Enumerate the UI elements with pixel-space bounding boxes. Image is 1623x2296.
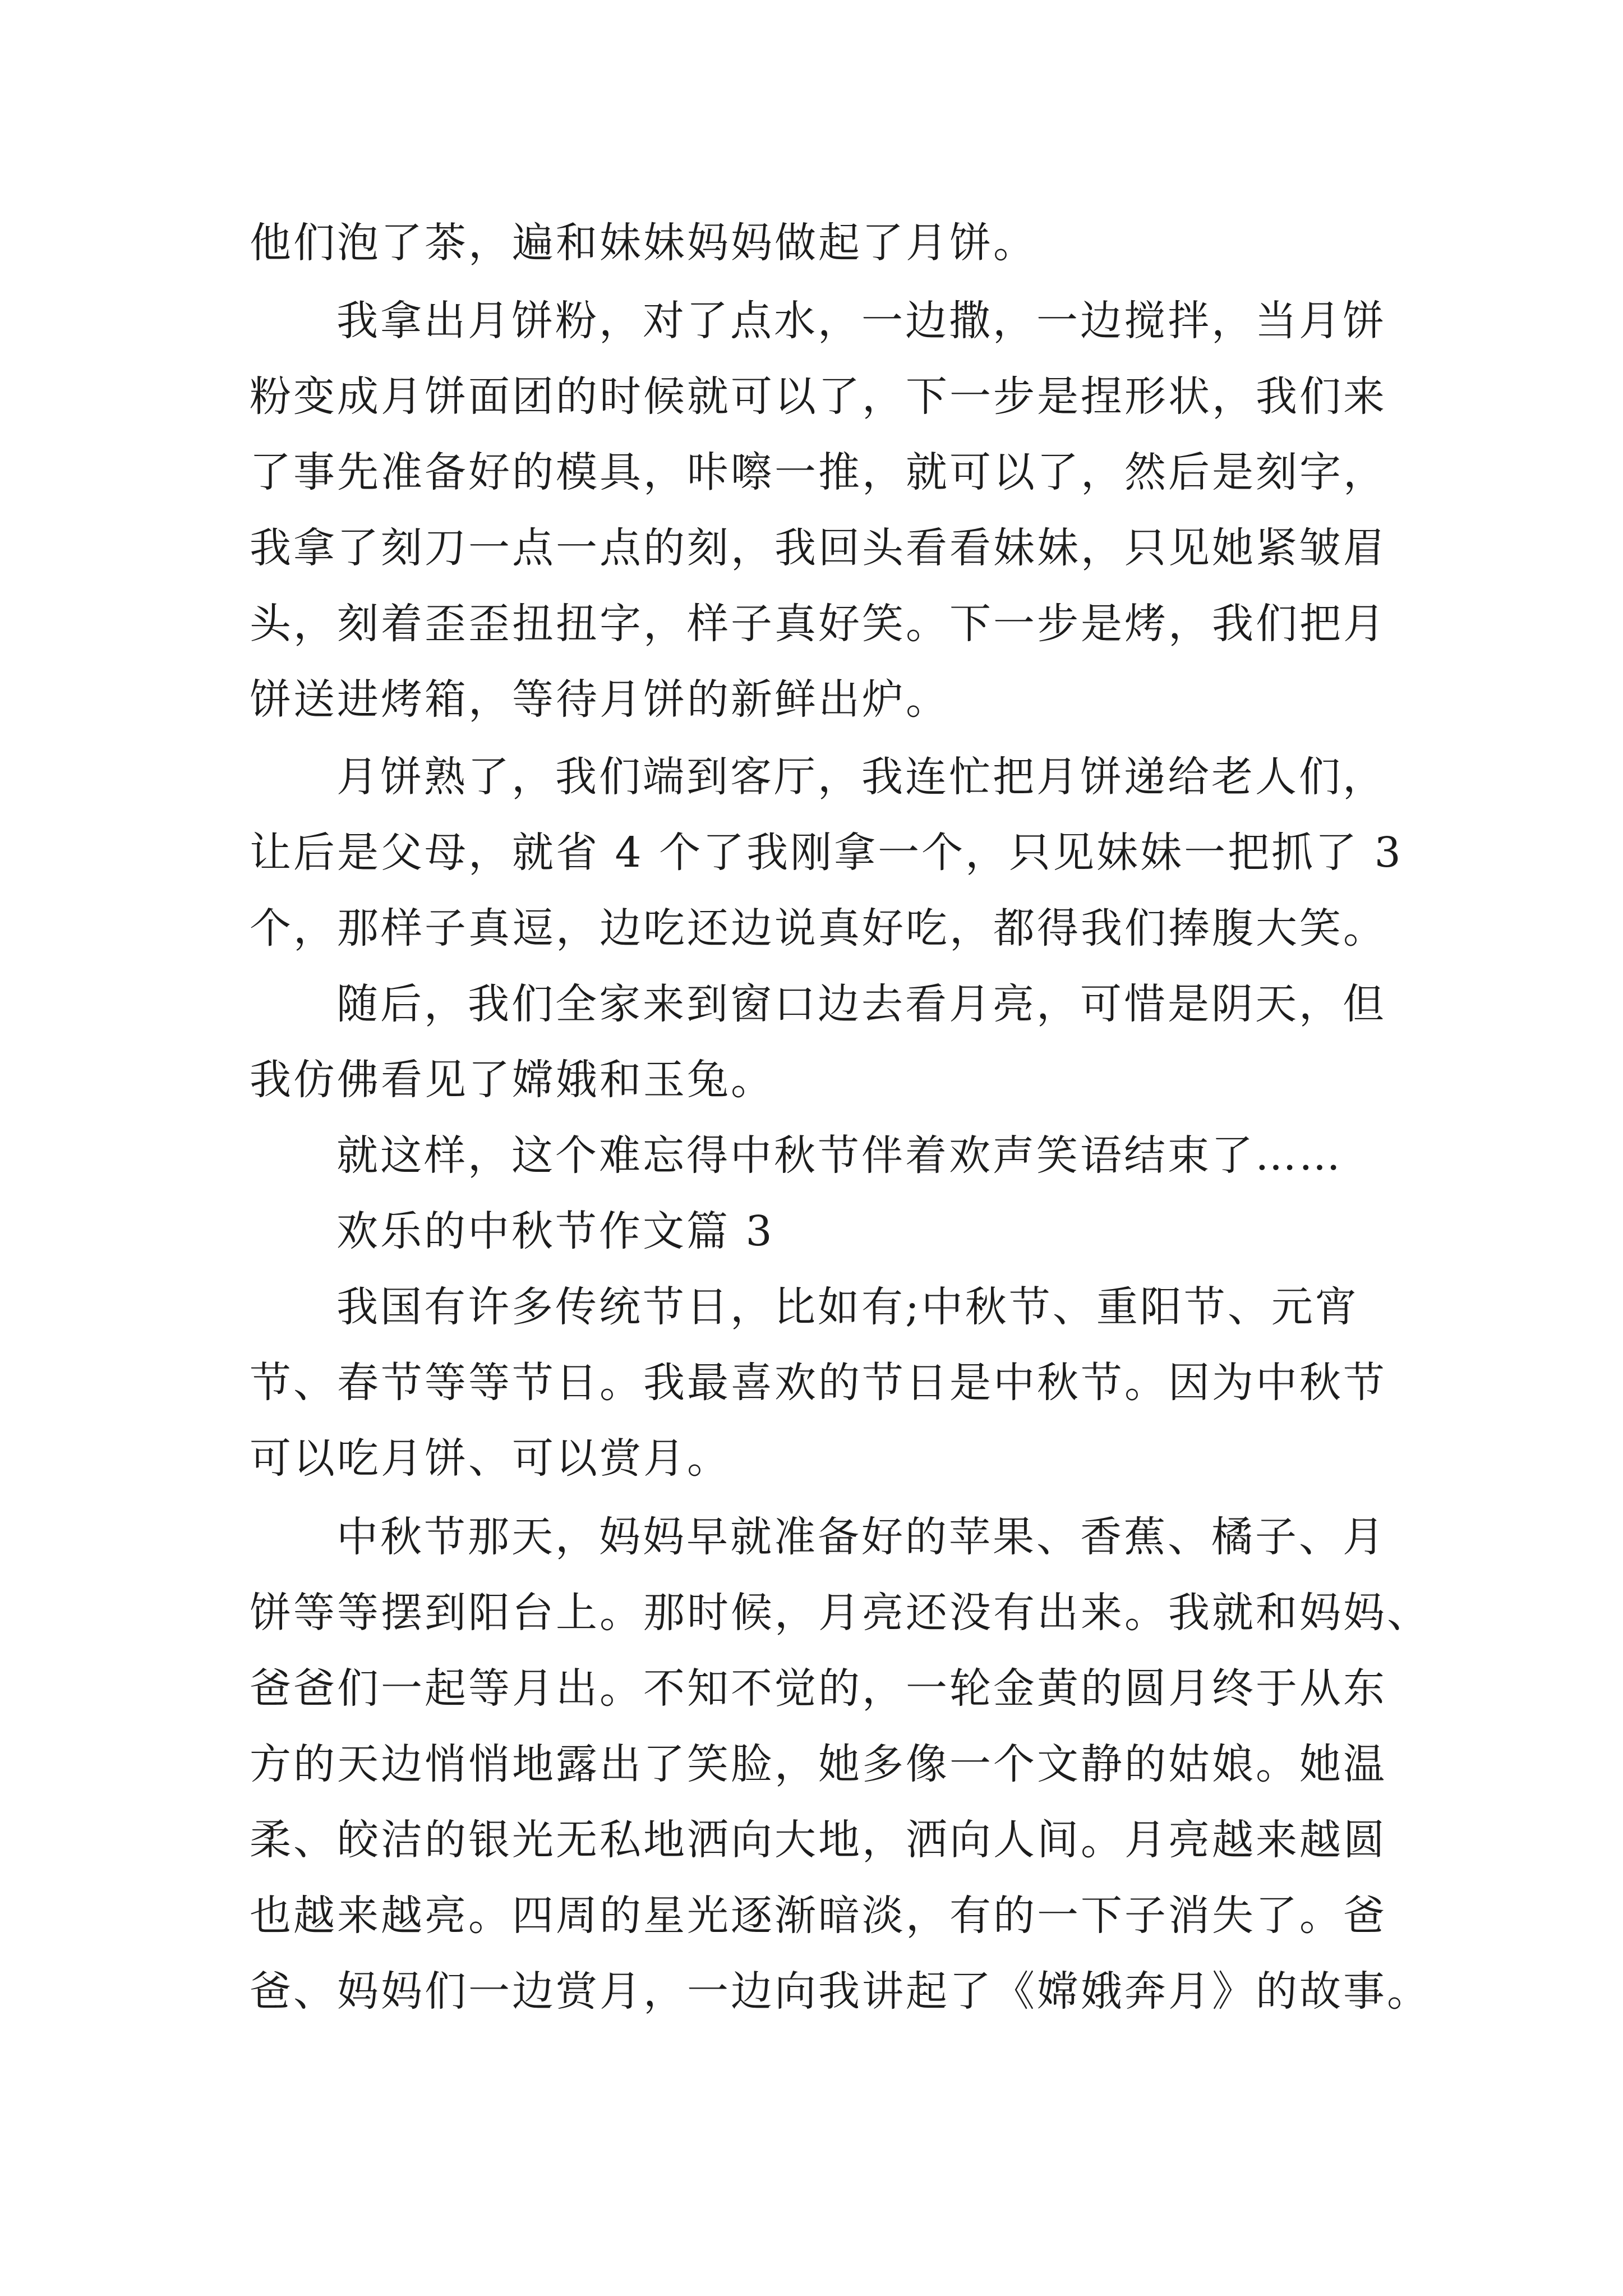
text-line: 了事先准备好的模具，咔嚓一推，就可以了，然后是刻字，: [250, 448, 1387, 496]
section-heading: 欢乐的中秋节作文篇 3: [336, 1207, 774, 1255]
text-line: 随后，我们全家来到窗口边去看月亮，可惜是阴天，但: [336, 980, 1386, 1028]
text-line: 月饼熟了，我们端到客厅，我连忙把月饼递给老人们，: [336, 753, 1386, 801]
text-line: 爸、妈妈们一边赏月，一边向我讲起了《嫦娥奔月》的故事。: [250, 1967, 1431, 2016]
text-line: 头，刻着歪歪扭扭字，样子真好笑。下一步是烤，我们把月: [250, 600, 1387, 648]
text-line: 爸爸们一起等月出。不知不觉的，一轮金黄的圆月终于从东: [250, 1664, 1387, 1713]
text-line: 中秋节那天，妈妈早就准备好的苹果、香蕉、橘子、月: [336, 1513, 1386, 1561]
text-line: 我国有许多传统节日，比如有;中秋节、重阳节、元宵: [336, 1283, 1359, 1331]
text-line: 个，那样子真逗，边吃还边说真好吃，都得我们捧腹大笑。: [250, 904, 1387, 953]
text-line: 粉变成月饼面团的时候就可以了，下一步是捏形状，我们来: [250, 372, 1387, 421]
text-line: 方的天边悄悄地露出了笑脸，她多像一个文静的姑娘。她温: [250, 1740, 1387, 1788]
text-line: 让后是父母，就省 4 个了我刚拿一个，只见妹妹一把抓了 3: [250, 829, 1403, 877]
text-line: 也越来越亮。四周的星光逐渐暗淡，有的一下子消失了。爸: [250, 1892, 1387, 1940]
text-line: 我仿佛看见了嫦娥和玉兔。: [250, 1056, 774, 1104]
text-line: 可以吃月饼、可以赏月。: [250, 1434, 731, 1483]
text-line: 饼等等摆到阳台上。那时候，月亮还没有出来。我就和妈妈、: [250, 1589, 1431, 1637]
text-line: 节、春节等等节日。我最喜欢的节日是中秋节。因为中秋节: [250, 1359, 1387, 1407]
text-line: 他们泡了茶，遍和妹妹妈妈做起了月饼。: [250, 219, 1037, 267]
text-line: 我拿出月饼粉，对了点水，一边撒，一边搅拌，当月饼: [336, 297, 1386, 345]
text-line: 就这样，这个难忘得中秋节伴着欢声笑语结束了……: [336, 1131, 1343, 1180]
text-line: 饼送进烤箱，等待月饼的新鲜出炉。: [250, 675, 949, 724]
text-line: 柔、皎洁的银光无私地洒向大地，洒向人间。月亮越来越圆: [250, 1816, 1387, 1864]
text-line: 我拿了刻刀一点一点的刻，我回头看看妹妹，只见她紧皱眉: [250, 524, 1387, 572]
